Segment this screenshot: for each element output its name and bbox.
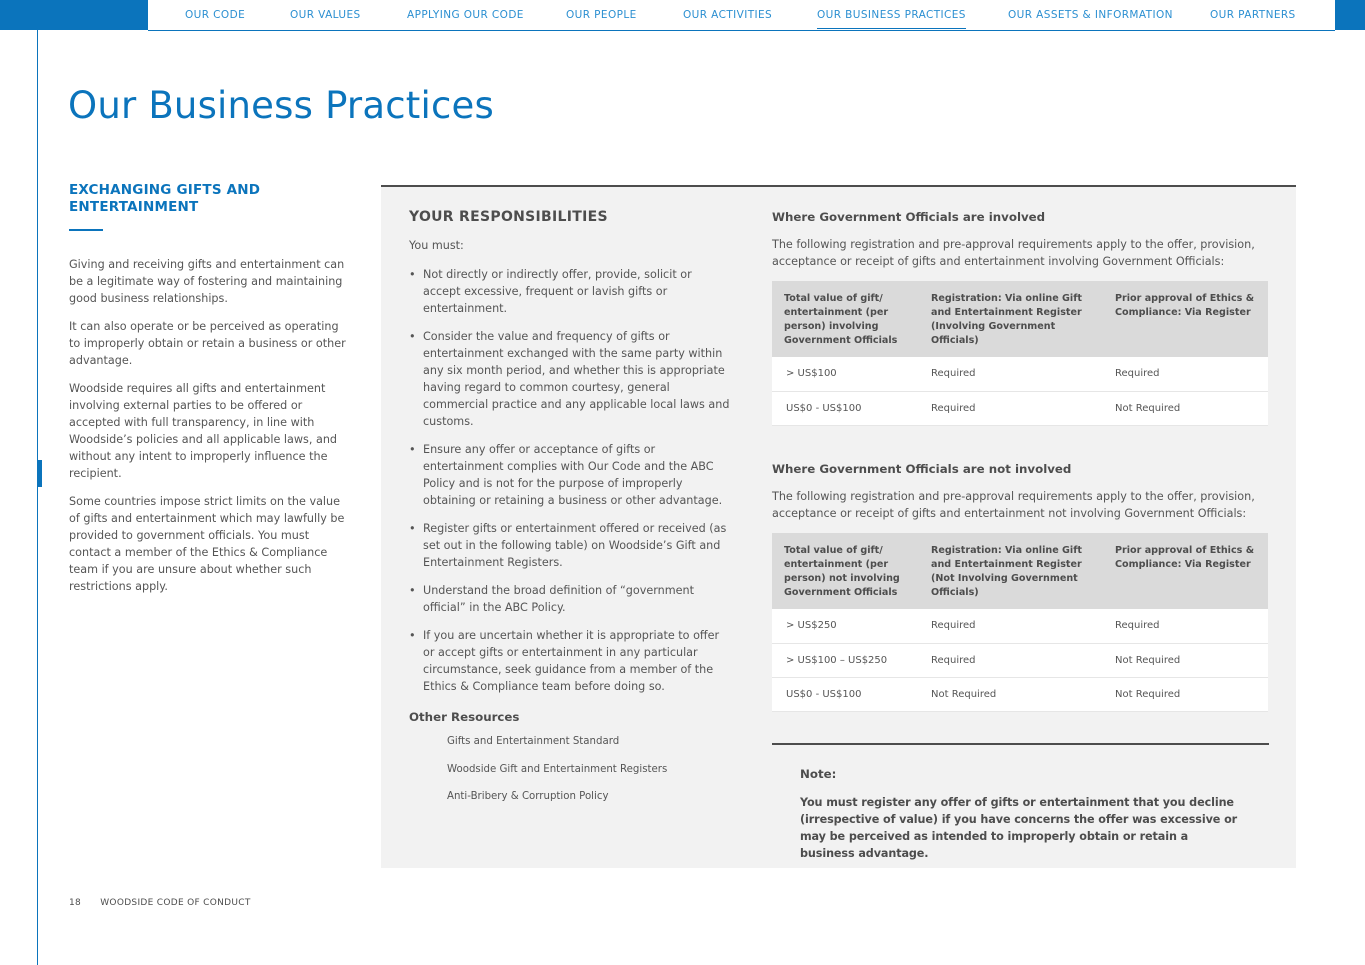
table-row (772, 609, 1268, 643)
other-resources-title: Other Resources (409, 710, 520, 724)
resource-link-gifts-standard[interactable]: Gifts and Entertainment Standard (447, 736, 620, 747)
table-header-row (772, 281, 1268, 357)
table-header: Prior approval of Ethics & Compliance: Via Register (1109, 281, 1268, 357)
table-row (772, 677, 1268, 711)
table-header: Registration: Via online Gift and Entertainment Register (Not Involving Government Officials) (925, 533, 1109, 609)
table-row (772, 391, 1268, 425)
list-item-text: Consider the value and frequency of gifts or entertainment exchanged with the same party within any six month period, and whether this is appropriate having regard to common courtesy, general commercial practice and any applicable local laws and customs. (423, 330, 730, 428)
nav-item-our-partners[interactable]: OUR PARTNERS (1210, 9, 1296, 21)
list-item-text: Understand the broad definition of “government official” in the ABC Policy. (423, 584, 694, 614)
table-header: Total value of gift/ entertainment (per person) not involving Government Officials (772, 533, 925, 609)
top-navigation (148, 0, 1335, 31)
list-item (409, 328, 731, 430)
nav-item-our-assets-information[interactable]: OUR ASSETS & INFORMATION (1008, 9, 1173, 21)
gov-not-involved-description: The following registration and pre-approval requirements apply to the offer, provision, acceptance or receipt of gifts and entertainment not involving Government Officials: (772, 490, 1255, 520)
gov-involved-table (772, 281, 1268, 426)
document-name: WOODSIDE CODE OF CONDUCT (100, 898, 251, 908)
table-cell: Required (925, 643, 1109, 677)
list-item-text: Register gifts or entertainment offered or received (as set out in the following table) on Woodside’s Gift and Entertainment Registers. (423, 522, 727, 569)
list-item (409, 627, 731, 695)
note-body: You must register any offer of gifts or entertainment that you decline (irrespective of value) if you have concerns the offer was excessive or may be perceived as intended to improperly obtain or retain a business advantage. (800, 796, 1238, 860)
nav-item-our-code[interactable]: OUR CODE (185, 9, 246, 21)
table-cell: Required (925, 609, 1109, 643)
responsibilities-list (409, 266, 731, 695)
table-cell: Not Required (925, 677, 1109, 711)
table-header-row (772, 533, 1268, 609)
table-cell: Required (925, 357, 1109, 391)
gov-involved-title: Where Government Officials are involved (772, 210, 1046, 224)
nav-item-our-values[interactable]: OUR VALUES (290, 9, 361, 21)
nav-right-block (1335, 0, 1365, 30)
other-resources (409, 710, 668, 802)
table-cell: > US$100 – US$250 (772, 643, 925, 677)
list-item (409, 520, 731, 571)
table-cell: Required (925, 391, 1109, 425)
list-item (409, 582, 731, 616)
intro-paragraph: It can also operate or be perceived as operating to improperly obtain or retain a business or other advantage. (69, 320, 346, 367)
table-cell: Not Required (1109, 391, 1268, 425)
resource-link-abc-policy[interactable]: Anti-Bribery & Corruption Policy (447, 791, 609, 802)
table-header: Total value of gift/ entertainment (per person) involving Government Officials (772, 281, 925, 357)
left-margin-line (37, 30, 38, 965)
table-cell: > US$100 (772, 357, 925, 391)
gov-not-involved-title: Where Government Officials are not involved (772, 462, 1072, 476)
page-title: Our Business Practices (68, 84, 494, 127)
gov-not-involved-table (772, 533, 1268, 712)
list-item-text: Not directly or indirectly offer, provide, solicit or accept excessive, frequent or lavish gifts or entertainment. (423, 268, 692, 315)
table-cell: US$0 - US$100 (772, 391, 925, 425)
table-header: Registration: Via online Gift and Entertainment Register (Involving Government Officials) (925, 281, 1109, 357)
list-item (409, 441, 731, 509)
gov-involved-description: The following registration and pre-approval requirements apply to the offer, provision, acceptance or receipt of gifts and entertainment involving Government Officials: (772, 238, 1255, 268)
list-item-text: If you are uncertain whether it is appropriate to offer or accept gifts or entertainment in any particular circumstance, seek guidance from a member of the Ethics & Compliance team before doing so. (423, 629, 720, 693)
resource-link-registers[interactable]: Woodside Gift and Entertainment Registers (447, 764, 668, 775)
table-cell: Not Required (1109, 677, 1268, 711)
responsibilities-title: YOUR RESPONSIBILITIES (409, 209, 608, 225)
page-position-marker (37, 460, 42, 487)
heading-underline (69, 229, 103, 231)
note-title: Note: (800, 767, 837, 781)
table-cell: Required (1109, 357, 1268, 391)
note-divider (772, 743, 1269, 745)
nav-item-our-people[interactable]: OUR PEOPLE (566, 9, 637, 21)
nav-item-applying-our-code[interactable]: APPLYING OUR CODE (407, 9, 524, 21)
bullet-icon: • (409, 629, 416, 642)
nav-left-block (0, 0, 148, 30)
list-item-text: Ensure any offer or acceptance of gifts or entertainment complies with Our Code and the ABC Policy and is not for the purpose of improperly obtaining or retaining a business or other advantage. (423, 443, 723, 507)
bullet-icon: • (409, 522, 416, 535)
page-footer (69, 898, 251, 908)
intro-paragraph: Woodside requires all gifts and entertainment involving external parties to be offered or accepted with full transparency, in line with Woodside’s policies and all applicable laws, and without any intent to improperly influence the recipient. (69, 382, 338, 480)
table-cell: > US$250 (772, 609, 925, 643)
responsibilities-column (409, 209, 731, 706)
table-cell: Required (1109, 609, 1268, 643)
list-item (409, 266, 731, 317)
table-row (772, 643, 1268, 677)
bullet-icon: • (409, 584, 416, 597)
intro-column (69, 182, 349, 606)
section-heading: EXCHANGING GIFTS AND ENTERTAINMENT (69, 182, 261, 215)
page-number: 18 (69, 898, 82, 908)
bullet-icon: • (409, 443, 416, 456)
intro-paragraph: Some countries impose strict limits on the value of gifts and entertainment which may lawfully be provided to government officials. You must contact a member of the Ethics & Compliance team if you are unsure about whether such restrictions apply. (69, 495, 345, 593)
intro-paragraph: Giving and receiving gifts and entertainment can be a legitimate way of fostering and maintaining good business relationships. (69, 258, 345, 305)
table-cell: US$0 - US$100 (772, 677, 925, 711)
bullet-icon: • (409, 330, 416, 343)
nav-item-our-business-practices[interactable]: OUR BUSINESS PRACTICES (817, 9, 966, 29)
table-cell: Not Required (1109, 643, 1268, 677)
table-header: Prior approval of Ethics & Compliance: Via Register (1109, 533, 1268, 609)
responsibilities-intro: You must: (409, 239, 464, 252)
bullet-icon: • (409, 268, 416, 281)
table-row (772, 357, 1268, 391)
nav-item-our-activities[interactable]: OUR ACTIVITIES (683, 9, 773, 21)
